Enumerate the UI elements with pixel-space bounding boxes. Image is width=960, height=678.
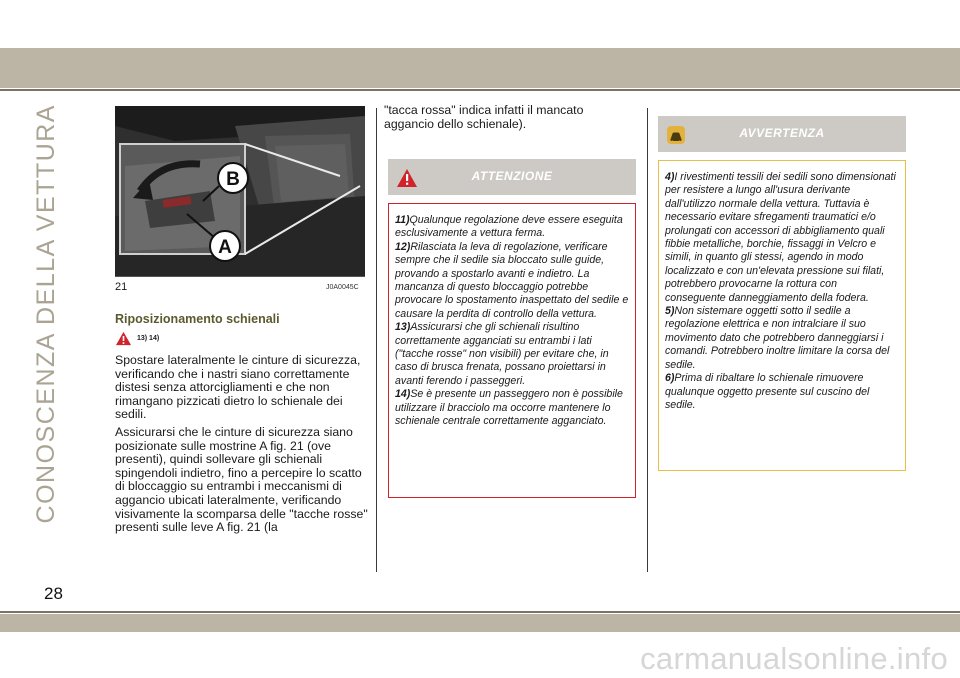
paragraph-2: Assicurarsi che le cinture di sicurezza siano posizionate sulle mostrine A fig. 21 (ove presenti), quindi sollevare gli schienali spingendoli indietro, fino a percepire lo scatto di bloccaggio su entrambi i meccanismi di aggancio ubicati lateralmente, verificando visivamente la scomparsa delle "tacche rosse" presenti sulle leve A fig. 21 (la bbox=[115, 425, 368, 535]
avvertenza-title: AVVERTENZA bbox=[739, 126, 825, 140]
note-4: 4)I rivestimenti tessili dei sedili sono dimensionati per resistere a lungo all'usura derivante dall'utilizzo normale della vettura. Tuttavia è necessario evitare sfregamenti traumatici e/o prolungati con accessori di abbigliamento quali fibbie metalliche, borchie, fissaggi in Velcro e simili, in quanto gli stessi, agendo in modo localizzato e con un'elevata pressione sui filati, potrebbero provocarne la rottura con conseguente danneggiamento della fodera. bbox=[665, 171, 896, 304]
header-rule bbox=[0, 89, 960, 91]
watermark: carmanualsonline.info bbox=[640, 641, 948, 676]
note-5: 5)Non sistemare oggetti sotto il sedile a regolazione elettrica e non intralciare il suo movimento dato che potrebbero danneggiarsi i comandi. Potrebbero inoltre limitare la corsa del sedile. bbox=[665, 305, 890, 371]
attenzione-title: ATTENZIONE bbox=[471, 169, 553, 183]
figure-caption-rule bbox=[115, 276, 365, 277]
seat-illustration bbox=[115, 106, 365, 276]
callout-a-label: A bbox=[218, 237, 232, 258]
footer-rule bbox=[0, 611, 960, 613]
column-divider-1 bbox=[376, 108, 377, 572]
page-number: 28 bbox=[44, 584, 63, 603]
warning-reference bbox=[115, 330, 159, 346]
paragraph-1: Spostare lateralmente le cinture di sicurezza, verificando che i nastri siano correttamente distesi senza attorcigliamenti e che non rimangano pizzicati dietro lo schienale dei sedili. bbox=[115, 353, 361, 422]
section-heading: Riposizionamento schienali bbox=[115, 312, 280, 326]
avvertenza-header bbox=[658, 116, 906, 152]
figure-number: 21 bbox=[115, 281, 128, 293]
note-14: 14)Se è presente un passeggero non è possibile utilizzare il bracciolo ma occorre mantenere lo schienale centrale correttamente agganciato. bbox=[395, 388, 623, 428]
chapter-title: CONOSCENZA DELLA VETTURA bbox=[32, 104, 60, 524]
warning-triangle-icon bbox=[115, 331, 132, 346]
callout-b-label: B bbox=[226, 169, 240, 190]
column-divider-2 bbox=[647, 108, 648, 572]
note-13: 13)Assicurarsi che gli schienali risultino correttamente agganciati su entrambi i lati ("tacche rosse" non visibili) per evitare che, in caso di brusca frenata, possano proiettarsi in avanti ferendo i passeggeri. bbox=[395, 321, 609, 387]
figure-code: J0A0045C bbox=[326, 284, 359, 291]
paragraph-3: "tacca rossa" indica infatti il mancato aggancio dello schienale). bbox=[384, 103, 584, 131]
note-12: 12)Rilasciata la leva di regolazione, verificare sempre che il sedile sia bloccato sulle guide, provando a spostarlo avanti e indietro. La mancanza di questo bloccaggio potrebbe provocare lo spostamento inaspettato del sedile e causare la perdita di controllo della vettura. bbox=[395, 240, 629, 320]
avvertenza-box bbox=[658, 160, 906, 471]
figure-seat-photo bbox=[115, 106, 365, 276]
note-6: 6)Prima di ribaltare lo schienale rimuovere qualunque oggetto presente sul cuscino del sedile. bbox=[665, 372, 870, 411]
attenzione-header bbox=[388, 159, 636, 195]
footer-band bbox=[0, 614, 960, 632]
warning-reference-numbers: 13) 14) bbox=[137, 334, 160, 342]
attenzione-box bbox=[388, 203, 636, 498]
header-band bbox=[0, 48, 960, 88]
note-11: 11)Qualunque regolazione deve essere eseguita esclusivamente a vettura ferma. bbox=[395, 214, 623, 240]
